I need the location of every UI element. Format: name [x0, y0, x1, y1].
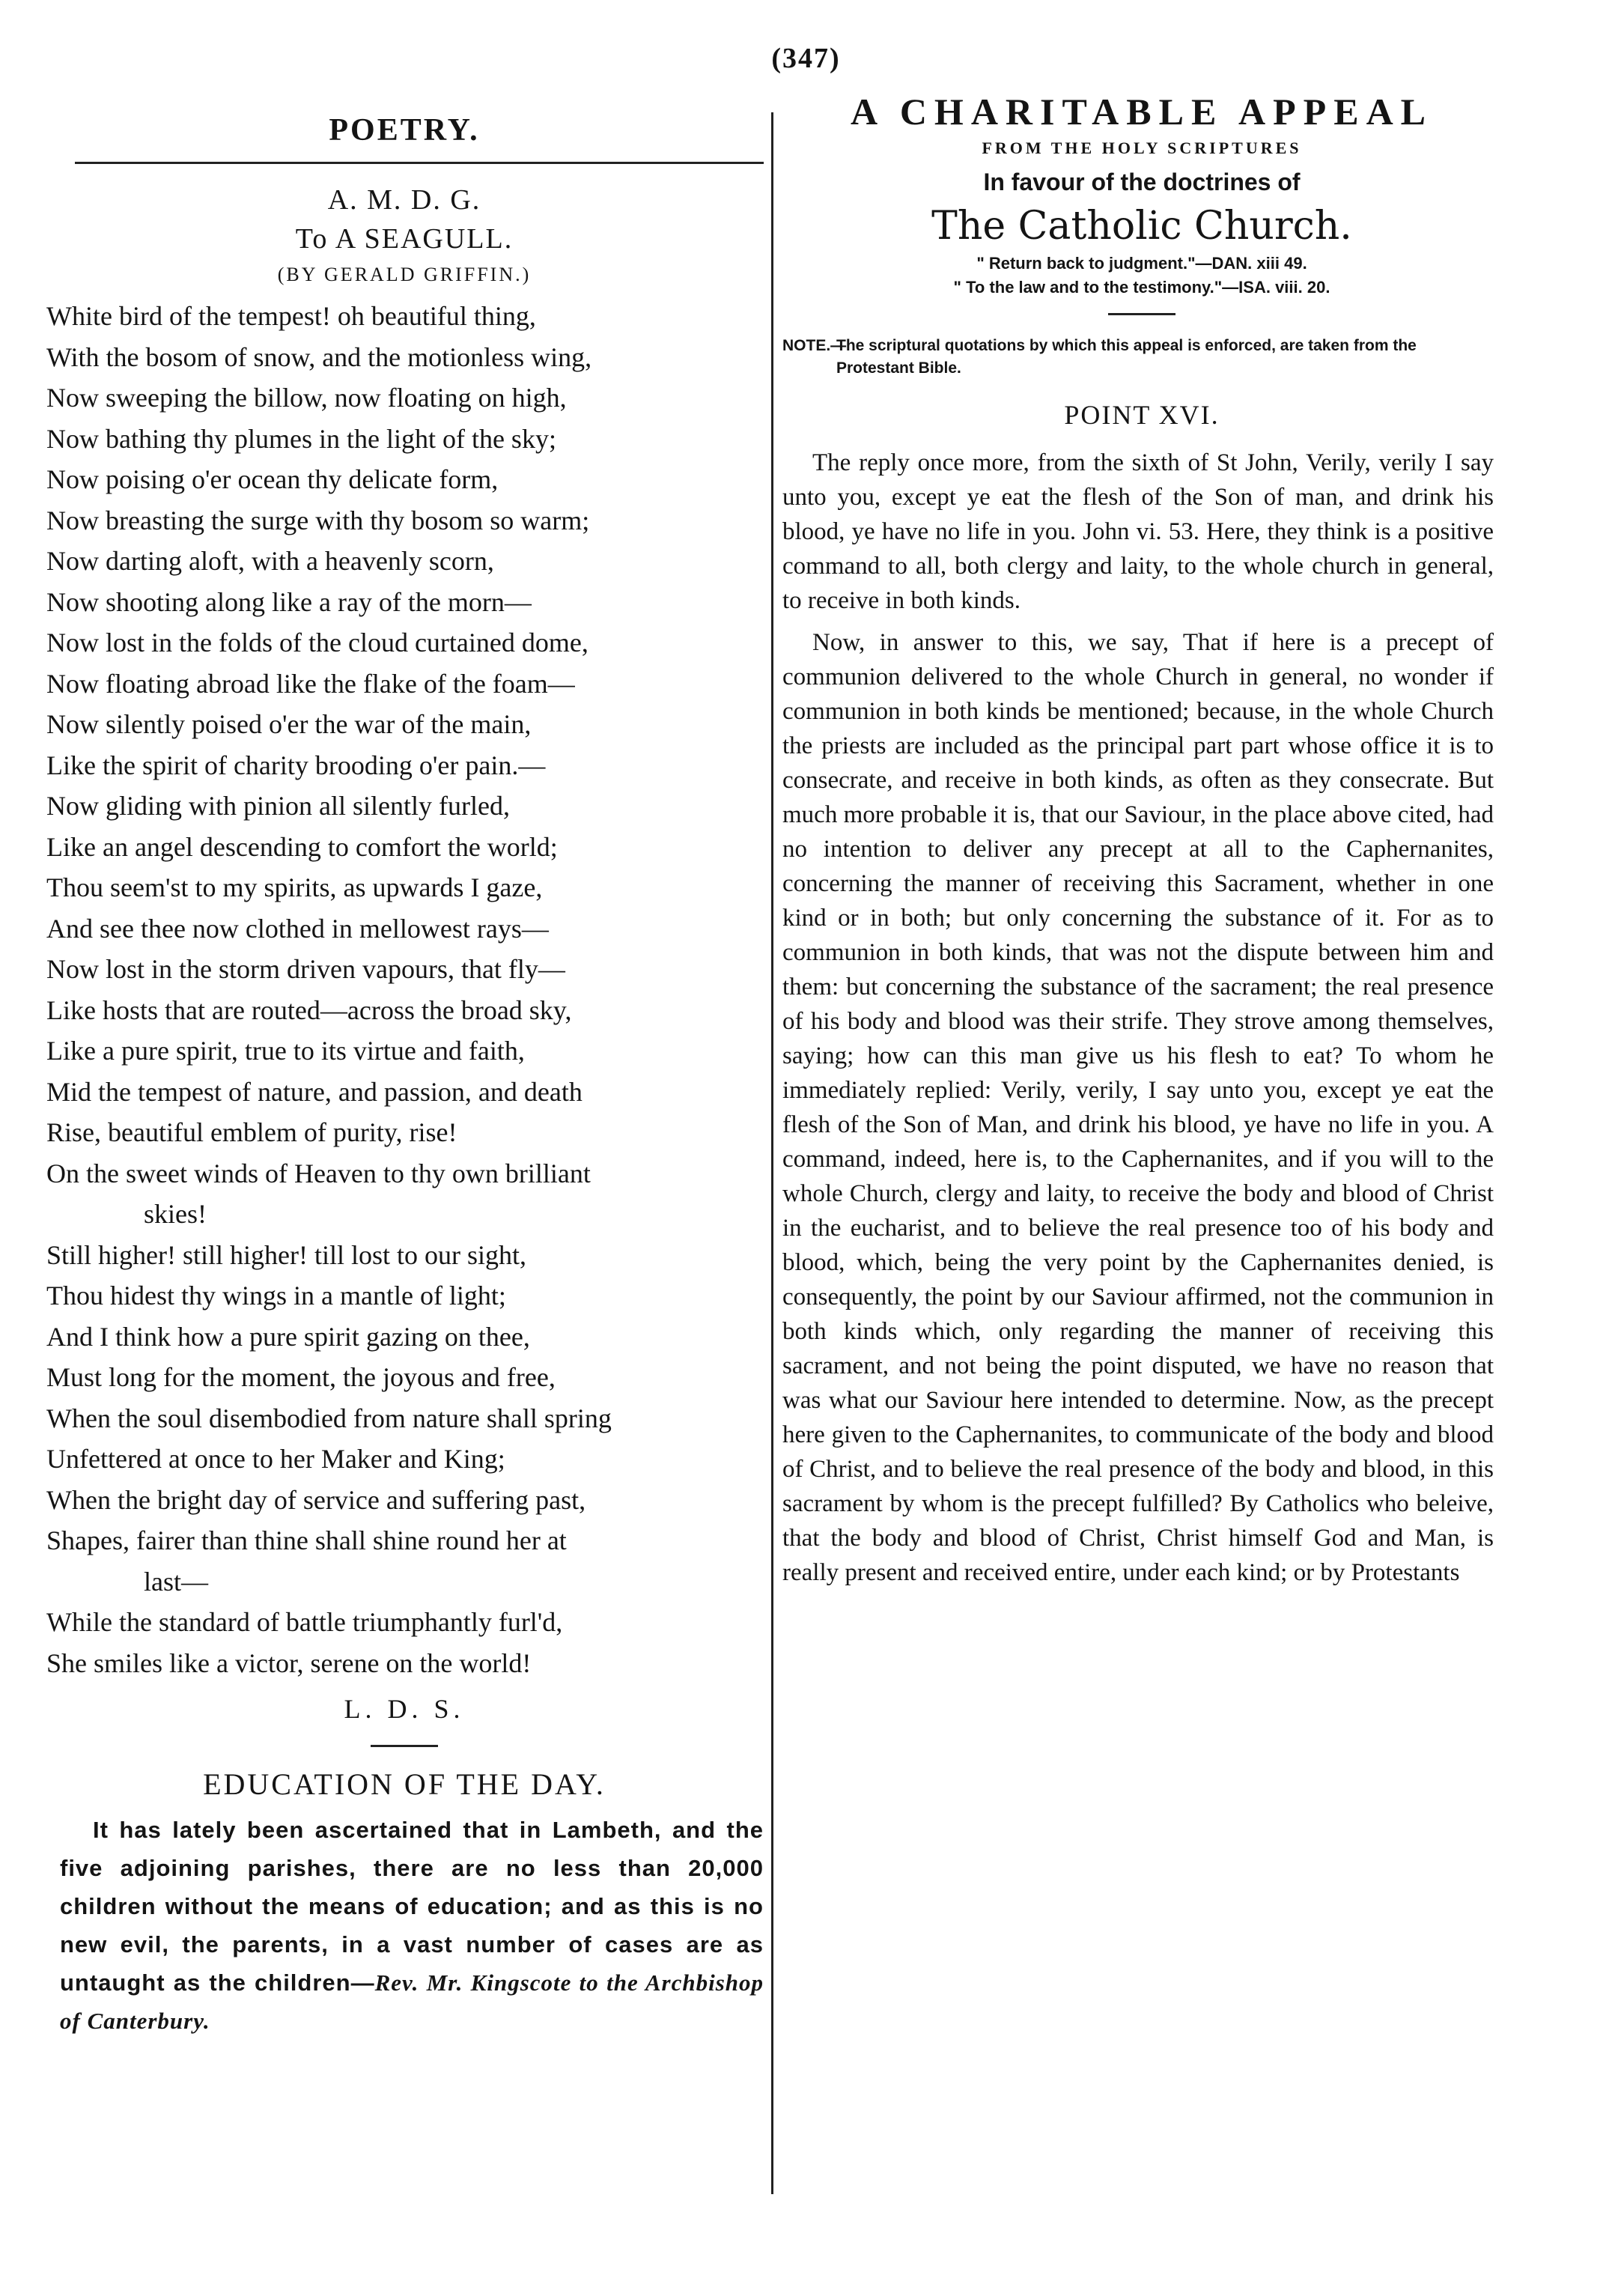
poem-line: With the bosom of snow, and the motionless wing, — [46, 341, 592, 372]
education-text — [60, 1811, 764, 2040]
epigraph-daniel: " Return back to judgment."—DAN. xiii 49. — [976, 254, 1307, 273]
poem-dedication: A. M. D. G. — [327, 184, 481, 216]
poem-line: Thou seem'st to my spirits, as upwards I gaze, — [46, 872, 543, 902]
poem-line: Now sweeping the billow, now floating on high, — [46, 383, 567, 413]
poem-line: Now lost in the storm driven vapours, that fly— — [46, 954, 565, 984]
appeal-subtitle: FROM THE HOLY SCRIPTURES — [982, 139, 1302, 157]
poem-line: Now shooting along like a ray of the morn— — [46, 586, 532, 617]
poem-line: Like an angel descending to comfort the world; — [46, 831, 558, 862]
poem-line: And see thee now clothed in mellowest rays— — [46, 913, 549, 944]
poem-line: White bird of the tempest! oh beautiful thing, — [46, 301, 536, 331]
right-column — [782, 90, 1501, 1597]
poem-byline: (BY GERALD GRIFFIN.) — [277, 264, 532, 285]
poem-line: Unfettered at once to her Maker and King; — [46, 1444, 505, 1474]
poem-line: Must long for the moment, the joyous and free, — [46, 1362, 556, 1392]
poem-line: On the sweet winds of Heaven to thy own brilliant — [46, 1158, 591, 1188]
short-rule — [371, 1745, 438, 1747]
left-column — [45, 112, 764, 2040]
poem-signature: L. D. S. — [344, 1694, 465, 1724]
appeal-subtitle-church: The Catholic Church. — [931, 204, 1352, 249]
poem-line: Thou hidest thy wings in a mantle of light; — [46, 1281, 506, 1311]
epigraph-isaiah: " To the law and to the testimony."—ISA. viii. 20. — [953, 278, 1330, 297]
poem-line: Now floating abroad like the flake of the foam— — [46, 668, 575, 699]
poem-line: When the soul disembodied from nature shall spring — [46, 1403, 612, 1433]
poem-line: She smiles like a victor, serene on the world! — [46, 1647, 532, 1678]
section-title-poetry: POETRY. — [329, 113, 480, 148]
page-number: (347) — [771, 43, 841, 74]
paragraph: The reply once more, from the sixth of St John, Verily, verily I say unto you, except ye eat the flesh of the Son of man, and drink his blood, ye have no life in you. John vi. 53. Here, they think is a positive command to all, both clergy and laity, to the whole church in general, to receive in both kinds. — [782, 449, 1494, 614]
appeal-title: A CHARITABLE APPEAL — [850, 91, 1434, 133]
column-divider — [771, 112, 773, 2194]
poem-line: skies! — [144, 1199, 207, 1229]
short-rule — [1108, 313, 1175, 315]
poem-line: Shapes, fairer than thine shall shine round her at — [46, 1525, 567, 1555]
education-title: EDUCATION OF THE DAY. — [203, 1767, 606, 1801]
poem-line: And I think how a pure spirit gazing on thee, — [46, 1321, 530, 1352]
poem-title: To A SEAGULL. — [295, 223, 514, 255]
poem-line: When the bright day of service and suffering past, — [46, 1484, 586, 1515]
poem-line: Like hosts that are routed—across the broad sky, — [46, 994, 572, 1025]
poem-line: Now darting aloft, with a heavenly scorn, — [46, 546, 494, 576]
paragraph: Now, in answer to this, we say, That if here is a precept of communion delivered to the whole Church in general, no wonder if communion in both kinds be mentioned; because, in the whole Church the priests are included as the principal part part whose office it is to consecrate, and receive in both kinds, as often as they consecrate. But much more probable it is, that our Saviour, in the place above cited, had no intention to deliver any precept at all to the Caphernanites, concerning the manner of receiving this Sacrament, whether in one kind or in both; but only concerning the substance of it. For as to communion in both kinds, that was not the dispute between him and them: but concerning the substance of the sacrament; the real presence of his body and blood was their strife. They strove among themselves, saying; how can this man give us his flesh to eat? To whom he immediately replied: Verily, verily, I say unto you, except ye eat the flesh of the Son of Man, and drink his blood, ye have no life in you. A command, indeed, here is, to the Caphernanites, and if you will to the whole Church, clergy and laity, to receive the body and blood of Christ in the eucharist, and to believe the real presence too of his body and blood, which, being the very point by the Caphernanites denied, is consequently, the point by our Saviour affirmed, not the communion in both kinds which, only regarding the manner of receiving this sacrament, and not being the point disputed, we have no reason that was what our Saviour here intended to determine. Now, as the precept here given to the Caphernanites, to communicate of the body and blood of Christ, and to believe the real presence of the body and blood, in this sacrament by whom is the precept fulfilled? By Catholics who beleive, that the body and blood of Christ, Christ himself God and Man, is really present and received entire, under each kind; or by Protestants — [782, 629, 1494, 1586]
note-label: NOTE.— — [782, 337, 847, 354]
note — [782, 335, 1491, 380]
appeal-subtitle-doctrines: In favour of the doctrines of — [983, 168, 1301, 195]
poem-body — [45, 296, 764, 1683]
poem-line: While the standard of battle triumphantly furl'd, — [46, 1607, 563, 1637]
poem-line: Now poising o'er ocean thy delicate form, — [46, 464, 499, 494]
poem-line: Now breasting the surge with thy bosom so warm; — [46, 505, 590, 535]
section-rule — [75, 162, 764, 164]
poem-line: Like a pure spirit, true to its virtue and faith, — [46, 1036, 525, 1066]
point-heading: POINT XVI. — [1064, 400, 1220, 430]
poem-line: Like the spirit of charity brooding o'er pain.— — [46, 750, 546, 780]
note-text: The scriptural quotations by which this appeal is enforced, are taken from the Protestant Bible. — [836, 337, 1417, 377]
education-body: It has lately been ascertained that in Lambeth, and the five adjoining parishes, there are no less than 20,000 children without the means of education; and as this is no new evil, the parents, in a vast number of cases are as untaught as the children— — [60, 1817, 764, 1996]
poem-line: Now lost in the folds of the cloud curtained dome, — [46, 628, 588, 657]
poem-line: Now gliding with pinion all silently furled, — [46, 791, 510, 821]
poem-line: last— — [144, 1566, 208, 1597]
education-citation: Rev. Mr. Kingscote to the Archbishop of Canterbury. — [60, 1969, 764, 2034]
poem-line: Now silently poised o'er the war of the main, — [46, 709, 532, 739]
poem-line: Now bathing thy plumes in the light of the sky; — [46, 423, 556, 454]
poem-line: Mid the tempest of nature, and passion, and death — [46, 1076, 583, 1107]
poem-line: Rise, beautiful emblem of purity, rise! — [46, 1117, 457, 1147]
poem-line: Still higher! still higher! till lost to our sight, — [46, 1239, 526, 1270]
